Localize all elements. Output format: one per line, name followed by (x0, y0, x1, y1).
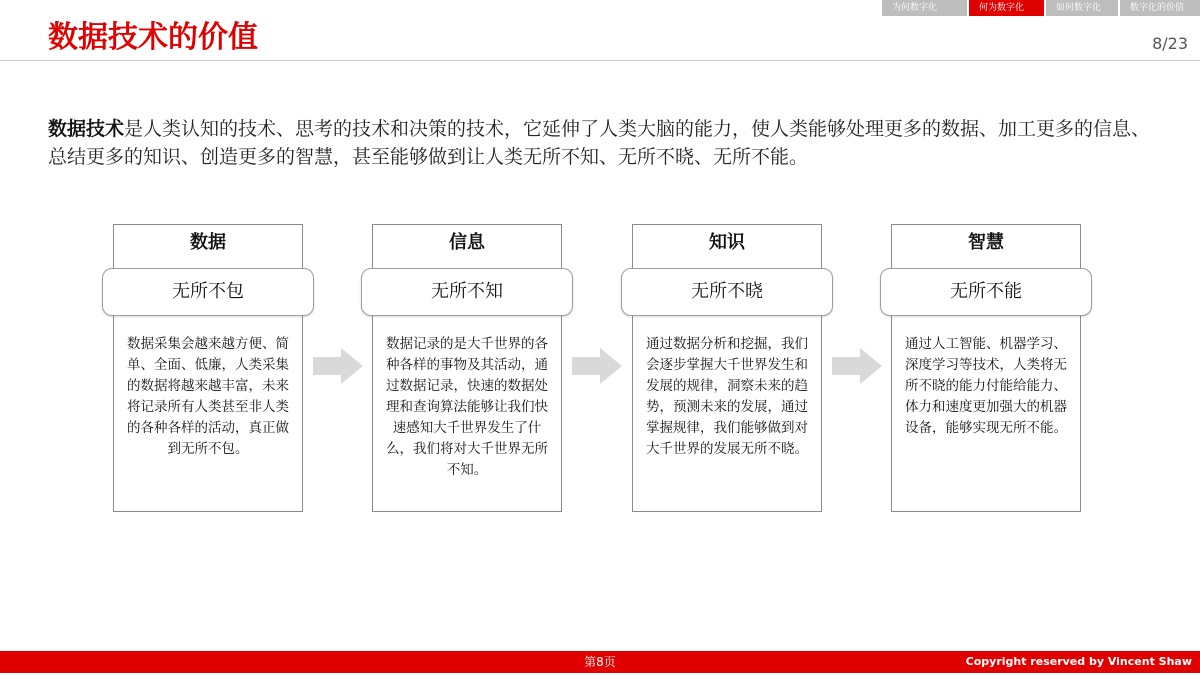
card-knowledge (632, 224, 822, 512)
card-description: 通过数据分析和挖掘，我们会逐步掌握大千世界发生和发展的规律，洞察未来的趋势，预测未来的发展，通过掌握规律，我们能够做到对大千世界的发展无所不晓。 (646, 336, 808, 457)
card-title: 信息 (449, 232, 485, 253)
arrow-right-icon (572, 348, 622, 384)
arrow-right-icon (832, 348, 882, 384)
intro-term: 数据技术 (48, 118, 125, 140)
page-title: 数据技术的价值 (48, 20, 258, 55)
card-title: 知识 (709, 232, 745, 253)
card-subtitle: 无所不知 (361, 268, 573, 316)
card-subtitle: 无所不晓 (621, 268, 833, 316)
tab-how-to-digitalize[interactable]: 如何数字化 (1046, 0, 1118, 16)
card-data (113, 224, 303, 512)
card-subtitle: 无所不包 (102, 268, 314, 316)
card-information (372, 224, 562, 512)
tab-value-of-digitalization[interactable]: 数字化的价值 (1120, 0, 1200, 16)
footer-bar (0, 651, 1200, 673)
arrow-right-icon (313, 348, 363, 384)
tab-what-is-digitalization[interactable]: 何为数字化 (969, 0, 1044, 16)
top-nav (882, 0, 1200, 16)
card-title: 智慧 (968, 232, 1004, 253)
card-description: 数据采集会越来越方便、简单、全面、低廉，人类采集的数据将越来越丰富，未来将记录所有人类甚至非人类的各种各样的活动，真正做到无所不包。 (127, 336, 289, 457)
intro-text: 是人类认知的技术、思考的技术和决策的技术，它延伸了人类大脑的能力，使人类能够处理更多的数据、加工更多的信息、总结更多的知识、创造更多的智慧，甚至能够做到让人类无所不知、无所不晓、无所不能。 (48, 118, 1151, 168)
card-title: 数据 (190, 232, 226, 253)
intro-paragraph (48, 115, 1158, 171)
title-divider (0, 60, 1200, 61)
tab-why-digitalize[interactable]: 为何数字化 (882, 0, 967, 16)
footer-page-label: 第8页 (584, 655, 616, 669)
card-wisdom (891, 224, 1081, 512)
card-subtitle: 无所不能 (880, 268, 1092, 316)
page-counter: 8/23 (1152, 34, 1188, 53)
footer-copyright: Copyright reserved by Vincent Shaw (965, 655, 1192, 668)
card-description: 数据记录的是大千世界的各种各样的事物及其活动，通过数据记录，快速的数据处理和查询算法能够让我们快速感知大千世界发生了什么，我们将对大千世界无所不知。 (386, 336, 548, 478)
card-description: 通过人工智能、机器学习、深度学习等技术，人类将无所不晓的能力付能给能力、体力和速度更加强大的机器设备，能够实现无所不能。 (905, 336, 1067, 436)
